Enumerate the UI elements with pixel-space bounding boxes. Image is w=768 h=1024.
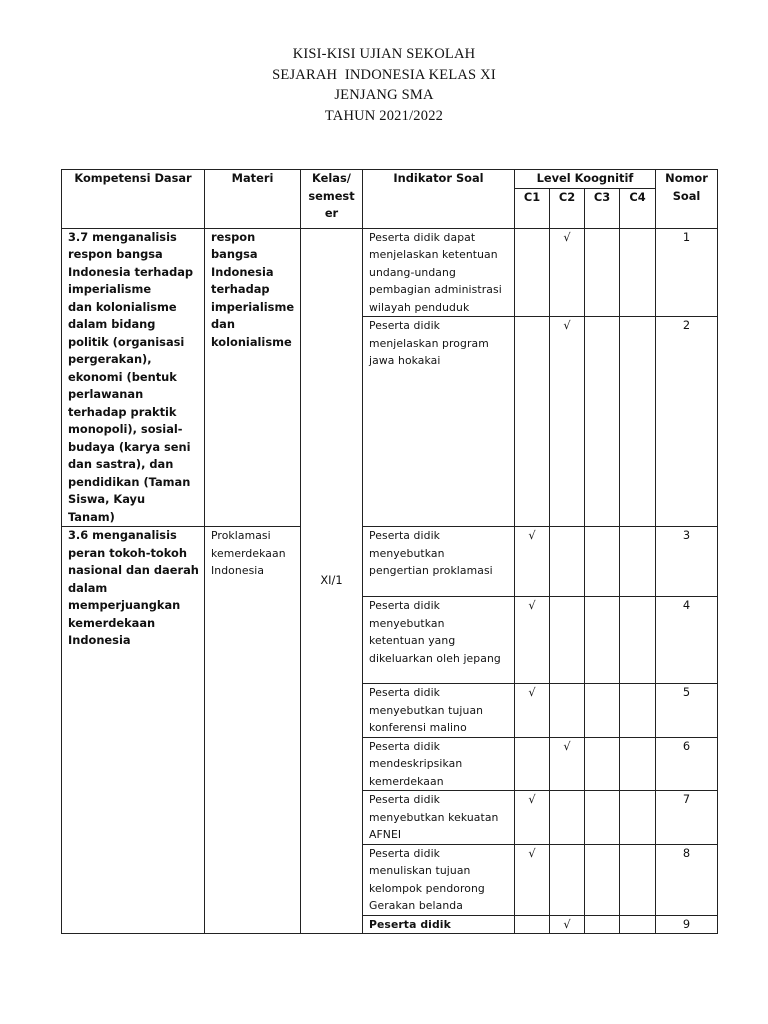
nomor-cell: 5 xyxy=(656,684,718,738)
header-c2: C2 xyxy=(550,188,585,228)
c4-cell xyxy=(620,527,656,597)
c3-cell xyxy=(585,915,620,934)
nomor-cell: 2 xyxy=(656,317,718,527)
header-c1: C1 xyxy=(515,188,550,228)
c3-cell xyxy=(585,527,620,597)
c1-cell: √ xyxy=(515,597,550,684)
c1-cell xyxy=(515,228,550,317)
indikator-cell: Peserta didik dapat menjelaskan ketentuan undang-undang pembagian administrasi wilayah penduduk xyxy=(363,228,515,317)
c2-cell: √ xyxy=(550,317,585,527)
c4-cell xyxy=(620,597,656,684)
c1-cell xyxy=(515,737,550,791)
c4-cell xyxy=(620,317,656,527)
indikator-cell: Peserta didik menuliskan tujuan kelompok pendorong Gerakan belanda xyxy=(363,844,515,915)
c3-cell xyxy=(585,597,620,684)
title-line: TAHUN 2021/2022 xyxy=(324,107,444,124)
c2-cell xyxy=(550,597,585,684)
c2-cell: √ xyxy=(550,228,585,317)
document-title xyxy=(0,44,768,126)
nomor-cell: 7 xyxy=(656,791,718,845)
c2-cell: √ xyxy=(550,737,585,791)
c1-cell: √ xyxy=(515,527,550,597)
table-row xyxy=(62,228,718,317)
kompetensi-dasar-cell: 3.6 menganalisis peran tokoh-tokoh nasional dan daerah dalam memperjuangkan kemerdekaan Indonesia xyxy=(62,527,205,934)
materi-cell: Proklamasi kemerdekaan Indonesia xyxy=(205,527,301,934)
title-line: SEJARAH INDONESIA KELAS XI xyxy=(272,66,496,83)
header-c3: C3 xyxy=(585,188,620,228)
indikator-cell: Peserta didik menyebutkan ketentuan yang dikeluarkan oleh jepang xyxy=(363,597,515,684)
c2-cell xyxy=(550,791,585,845)
nomor-cell: 4 xyxy=(656,597,718,684)
c3-cell xyxy=(585,684,620,738)
c3-cell xyxy=(585,737,620,791)
indikator-cell: Peserta didik menyebutkan pengertian proklamasi xyxy=(363,527,515,597)
c4-cell xyxy=(620,791,656,845)
header-kompetensi-dasar: Kompetensi Dasar xyxy=(62,170,205,229)
header-kelas: Kelas/ semest er xyxy=(301,170,363,229)
header-c4: C4 xyxy=(620,188,656,228)
c3-cell xyxy=(585,844,620,915)
c4-cell xyxy=(620,684,656,738)
indikator-cell: Peserta didik menyebutkan kekuatan AFNEI xyxy=(363,791,515,845)
header-level-kognitif: Level Koognitif xyxy=(515,170,656,189)
header-nomor-soal: Nomor Soal xyxy=(656,170,718,229)
indikator-cell: Peserta didik xyxy=(363,915,515,934)
materi-cell: respon bangsa Indonesia terhadap imperialisme dan kolonialisme xyxy=(205,228,301,527)
kelas-semester-cell xyxy=(301,228,363,934)
c2-cell: √ xyxy=(550,915,585,934)
c1-cell xyxy=(515,317,550,527)
kelas-value: XI/1 xyxy=(320,573,343,587)
c2-cell xyxy=(550,527,585,597)
c4-cell xyxy=(620,228,656,317)
c3-cell xyxy=(585,317,620,527)
indikator-cell: Peserta didik menyebutkan tujuan konferensi malino xyxy=(363,684,515,738)
c4-cell xyxy=(620,844,656,915)
c4-cell xyxy=(620,915,656,934)
c3-cell xyxy=(585,228,620,317)
nomor-cell: 8 xyxy=(656,844,718,915)
header-indikator: Indikator Soal xyxy=(363,170,515,229)
c1-cell xyxy=(515,915,550,934)
header-materi: Materi xyxy=(205,170,301,229)
indikator-cell: Peserta didik mendeskripsikan kemerdekaan xyxy=(363,737,515,791)
kompetensi-dasar-cell: 3.7 menganalisis respon bangsa Indonesia terhadap imperialisme dan kolonialisme dalam bidang politik (organisasi pergerakan), ekonomi (bentuk perlawanan terhadap praktik monopoli), sosial- budaya (karya seni dan sastra), dan pendidikan (Taman Siswa, Kayu Tanam) xyxy=(62,228,205,527)
c1-cell: √ xyxy=(515,684,550,738)
c2-cell xyxy=(550,684,585,738)
nomor-cell: 6 xyxy=(656,737,718,791)
table-row xyxy=(62,527,718,597)
c4-cell xyxy=(620,737,656,791)
title-line: JENJANG SMA xyxy=(334,87,434,103)
kisi-kisi-table xyxy=(61,169,718,934)
indikator-cell: Peserta didik menjelaskan program jawa hokakai xyxy=(363,317,515,527)
c1-cell: √ xyxy=(515,844,550,915)
c1-cell: √ xyxy=(515,791,550,845)
nomor-cell: 3 xyxy=(656,527,718,597)
nomor-cell: 1 xyxy=(656,228,718,317)
c2-cell xyxy=(550,844,585,915)
nomor-cell: 9 xyxy=(656,915,718,934)
c3-cell xyxy=(585,791,620,845)
title-line: KISI-KISI UJIAN SEKOLAH xyxy=(292,46,476,62)
